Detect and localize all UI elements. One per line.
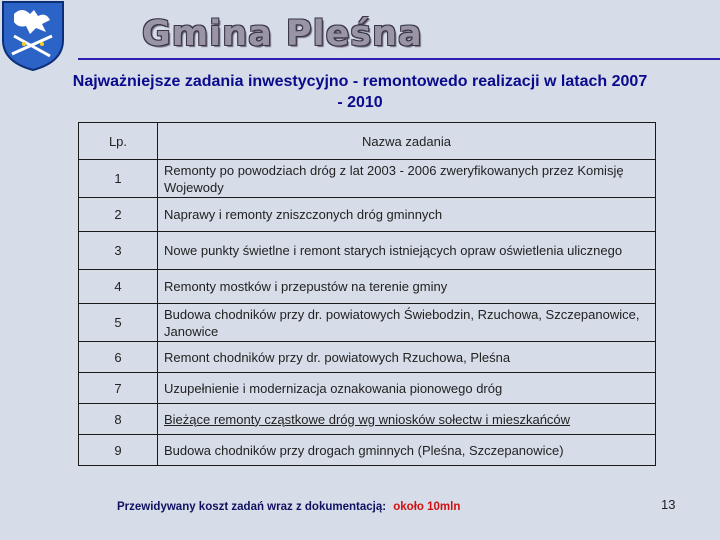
municipality-title: Gmina Pleśna bbox=[142, 14, 423, 54]
task-name: Remonty mostków i przepustów na terenie gminy bbox=[158, 270, 656, 304]
row-number: 7 bbox=[79, 373, 158, 404]
task-name: Remont chodników przy dr. powiatowych Rzuchowa, Pleśna bbox=[158, 342, 656, 373]
row-number: 3 bbox=[79, 232, 158, 270]
task-name: Remonty po powodziach dróg z lat 2003 - 2006 zweryfikowanych przez Komisję Wojewody bbox=[158, 160, 656, 198]
page-heading: Najważniejsze zadania inwestycyjno - remontowedo realizacji w latach 2007 - 2010 bbox=[72, 73, 648, 111]
tasks-table bbox=[78, 122, 656, 466]
table-row bbox=[79, 160, 656, 198]
row-number: 4 bbox=[79, 270, 158, 304]
task-name: Budowa chodników przy dr. powiatowych Świebodzin, Rzuchowa, Szczepanowice, Janowice bbox=[158, 304, 656, 342]
table-header-row bbox=[79, 123, 656, 160]
cost-label: Przewidywany koszt zadań wraz z dokumentacją: bbox=[117, 501, 387, 513]
table-row bbox=[79, 373, 656, 404]
task-name: Bieżące remonty cząstkowe dróg wg wniosków sołectw i mieszkańców bbox=[158, 404, 656, 435]
table-row bbox=[79, 232, 656, 270]
row-number: 6 bbox=[79, 342, 158, 373]
row-number: 9 bbox=[79, 435, 158, 466]
cost-note bbox=[117, 501, 460, 513]
row-number: 2 bbox=[79, 198, 158, 232]
table-row bbox=[79, 270, 656, 304]
task-name: Budowa chodników przy drogach gminnych (Pleśna, Szczepanowice) bbox=[158, 435, 656, 466]
coat-of-arms-icon bbox=[0, 0, 66, 72]
table-row bbox=[79, 404, 656, 435]
task-name: Nowe punkty świetlne i remont starych istniejących opraw oświetlenia ulicznego bbox=[158, 232, 656, 270]
task-name: Naprawy i remonty zniszczonych dróg gminnych bbox=[158, 198, 656, 232]
table-row bbox=[79, 342, 656, 373]
column-header-number: Lp. bbox=[79, 123, 158, 160]
row-number: 5 bbox=[79, 304, 158, 342]
task-name: Uzupełnienie i modernizacja oznakowania pionowego dróg bbox=[158, 373, 656, 404]
column-header-name: Nazwa zadania bbox=[158, 123, 656, 160]
cost-value: około 10mln bbox=[393, 501, 461, 513]
table-row bbox=[79, 304, 656, 342]
page-number: 13 bbox=[661, 497, 676, 512]
table-row bbox=[79, 198, 656, 232]
row-number: 8 bbox=[79, 404, 158, 435]
row-number: 1 bbox=[79, 160, 158, 198]
title-rule bbox=[78, 58, 720, 60]
table-row bbox=[79, 435, 656, 466]
